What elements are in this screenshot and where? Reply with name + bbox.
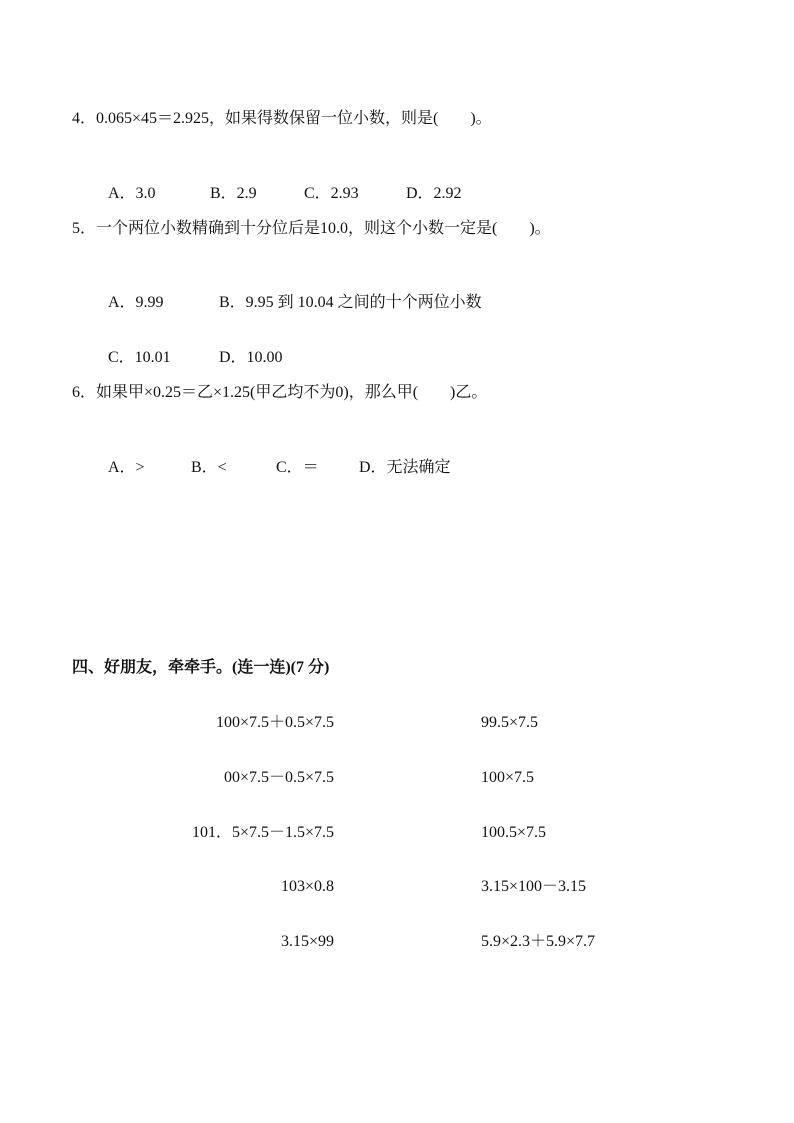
option-b[interactable]: B．<: [191, 459, 227, 476]
left-expression-1[interactable]: 100×7.5＋0.5×7.5: [215, 714, 334, 731]
question-5-options-row-1: [100, 273, 482, 313]
option-a[interactable]: A．3.0: [108, 185, 156, 202]
question-4: 4．0.065×45＝2.925，如果得数保留一位小数，则是( )。: [72, 110, 492, 127]
question-5: 5．一个两位小数精确到十分位后是10.0，则这个小数一定是( )。: [72, 220, 551, 237]
left-expression-5[interactable]: 3.15×99: [280, 933, 334, 950]
right-expression-1[interactable]: 99.5×7.5: [481, 714, 539, 731]
question-6-options: [100, 438, 451, 478]
question-5-options-row-2: [100, 328, 283, 368]
option-d[interactable]: D．2.92: [406, 185, 462, 202]
right-expression-2[interactable]: 100×7.5: [481, 769, 535, 786]
option-c[interactable]: C．＝: [276, 459, 319, 476]
right-expression-4[interactable]: 3.15×100－3.15: [481, 878, 587, 895]
option-d[interactable]: D．10.00: [219, 349, 283, 366]
left-expression-4[interactable]: 103×0.8: [280, 878, 334, 895]
left-expression-2[interactable]: 00×7.5－0.5×7.5: [223, 769, 334, 786]
option-a[interactable]: A．>: [108, 459, 145, 476]
question-4-options: [100, 164, 462, 204]
right-expression-3[interactable]: 100.5×7.5: [481, 824, 547, 841]
option-a[interactable]: A．9.99: [108, 294, 164, 311]
option-d[interactable]: D．无法确定: [359, 459, 451, 476]
option-b[interactable]: B．2.9: [210, 185, 257, 202]
option-c[interactable]: C．2.93: [304, 185, 359, 202]
left-expression-3[interactable]: 101．5×7.5－1.5×7.5: [191, 824, 334, 841]
question-6: 6．如果甲×0.25＝乙×1.25(甲乙均不为0)，那么甲( )乙。: [72, 384, 488, 401]
right-expression-5[interactable]: 5.9×2.3＋5.9×7.7: [481, 933, 596, 950]
option-b[interactable]: B．9.95 到 10.04 之间的十个两位小数: [219, 294, 482, 311]
section-4-title: 四、好朋友，牵牵手。(连一连)(7 分): [72, 659, 330, 676]
option-c[interactable]: C．10.01: [108, 349, 171, 366]
